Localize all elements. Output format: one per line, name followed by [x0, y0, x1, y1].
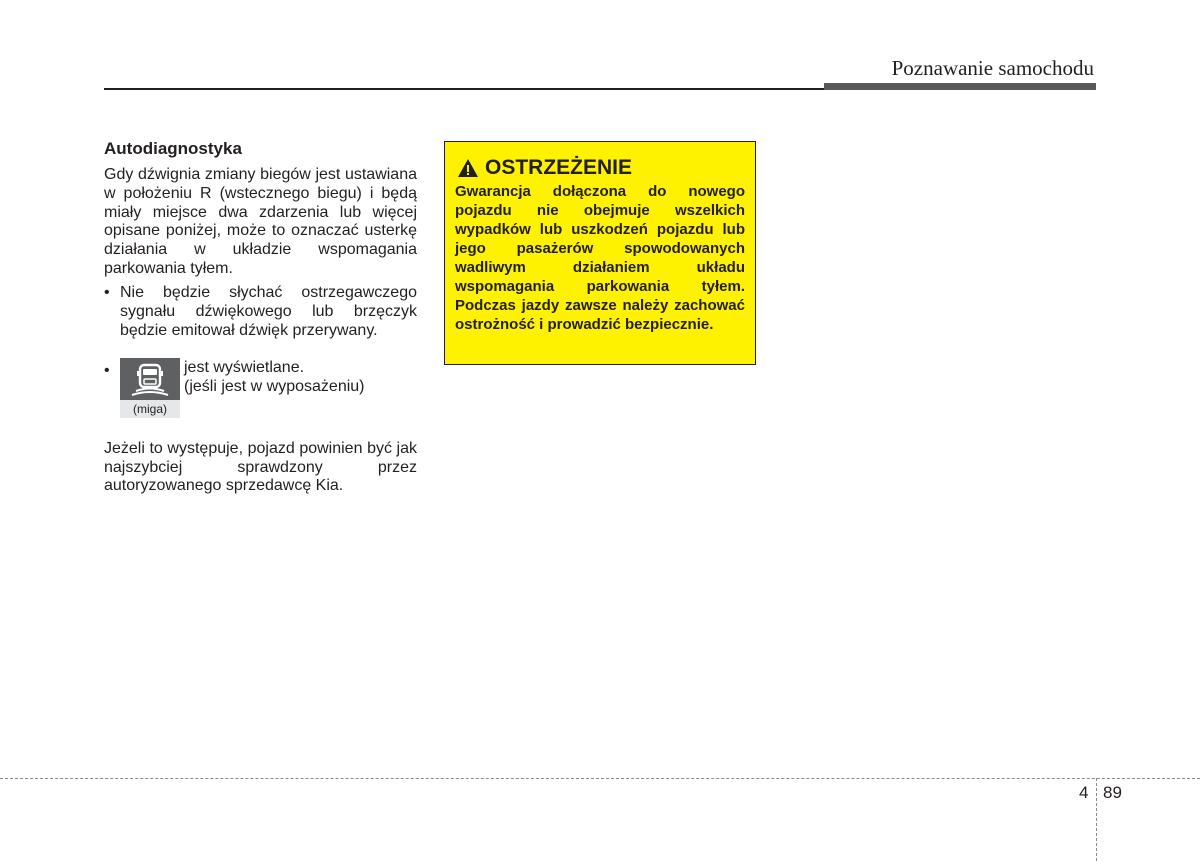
header-rule [104, 88, 824, 90]
indicator-description [184, 358, 365, 396]
footer-vertical-divider [1096, 778, 1097, 861]
left-column [104, 138, 417, 496]
warning-text: Gwarancja dołączona do nowego pojazdu nie obejmuje wszelkich wypadków lub uszkodzeń pojazdu lub jego pasażerów spowodowanych wadliwym działaniem układu wspomagania parkowania tyłem. Podczas jazdy zawsze należy zachować ostrożność i prowadzić bezpiecznie. [455, 183, 745, 333]
indicator-text-line1: jest wyświetlane. [184, 358, 305, 376]
indicator-text-line2: (jeśli jest w wyposażeniu) [184, 377, 365, 395]
header-rule-accent [824, 83, 1096, 90]
indicator-caption: (miga) [120, 400, 180, 418]
warning-triangle-icon [457, 158, 479, 178]
chapter-title: Poznawanie samochodu [891, 56, 1094, 80]
parking-assist-warning-icon [120, 358, 180, 400]
indicator-box [120, 358, 180, 418]
bullet-text: Nie będzie słychać ostrzegawczego sygnału dźwiękowego lub brzęczyk będzie emitował dźwięk przerywany. [120, 283, 417, 339]
footer-divider [0, 778, 1200, 779]
warning-box [444, 141, 756, 365]
bullet-dot: • [104, 361, 110, 379]
closing-paragraph: Jeżeli to występuje, pojazd powinien być jak najszybciej sprawdzony przez autoryzowanego sprzedawcę Kia. [104, 439, 417, 495]
bullet-dot: • [104, 283, 110, 301]
bullet-item [104, 283, 417, 340]
warning-title: OSTRZEŻENIE [485, 156, 633, 179]
chapter-number: 4 [1079, 783, 1089, 802]
page-number: 89 [1103, 783, 1122, 802]
indicator-bullet [104, 358, 417, 418]
intro-paragraph: Gdy dźwignia zmiany biegów jest ustawiana w położeniu R (wstecznego biegu) i będą miały miejsce dwa zdarzenia lub więcej opisane poniżej, może to oznaczać usterkę działania w układzie wspomagania parkowania tyłem. [104, 166, 417, 277]
warning-heading [457, 156, 632, 180]
section-title: Autodiagnostyka [104, 139, 242, 158]
